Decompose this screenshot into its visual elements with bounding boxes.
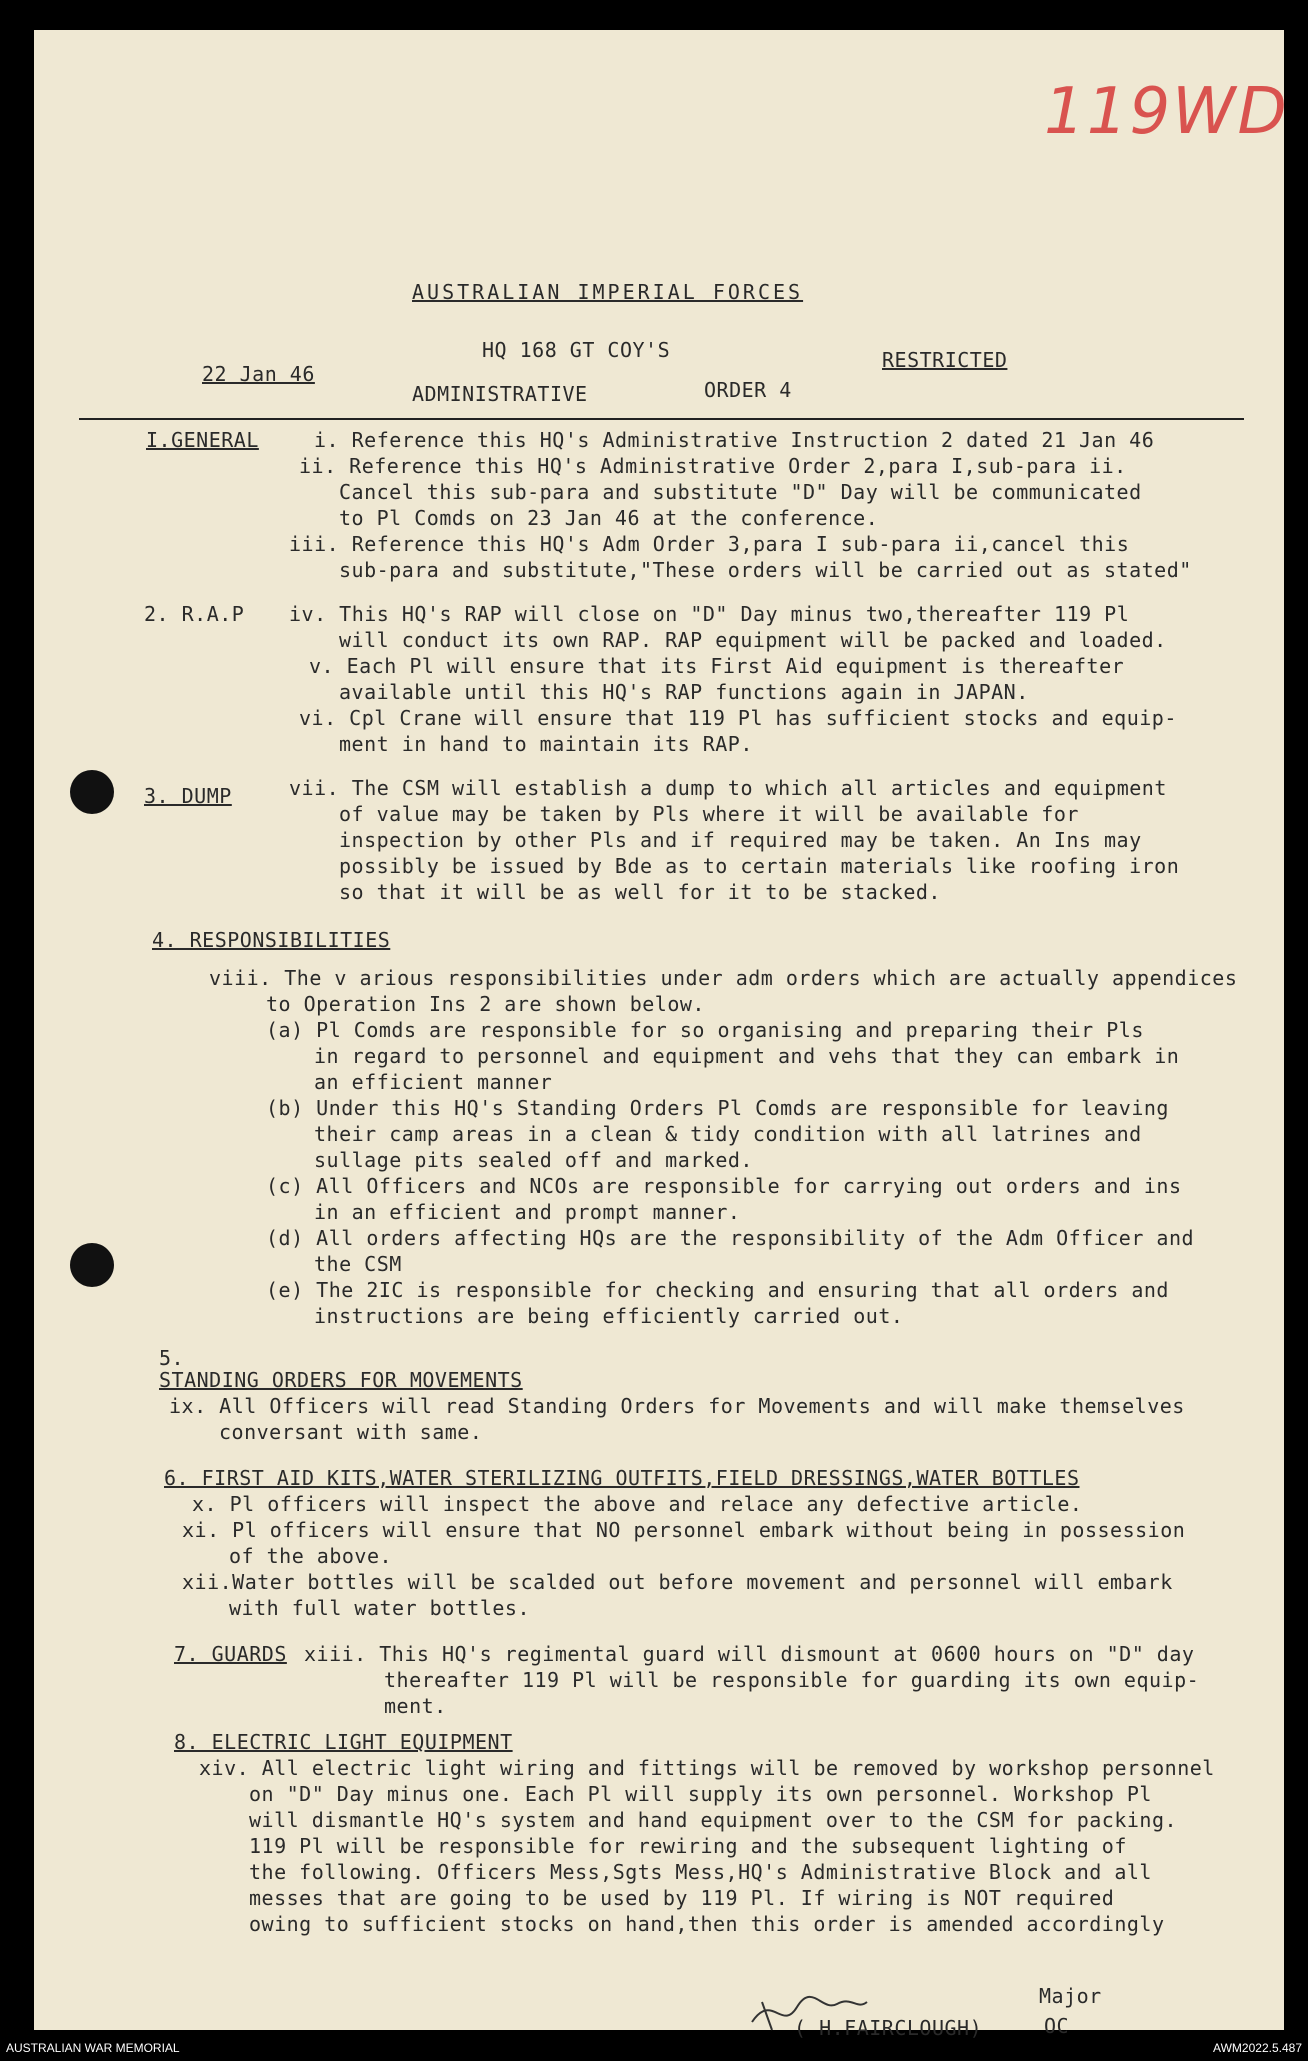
text-line: the following. Officers Mess,Sgts Mess,HQ's Administrative Block and all [249,1860,1152,1884]
text-line: on "D" Day minus one. Each Pl will supply its own personnel. Workshop Pl [249,1782,1152,1806]
hq-heading: HQ 168 GT COY'S [482,338,671,362]
document-date: 22 Jan 46 [202,362,315,386]
text-line: v. Each Pl will ensure that its First Aid equipment is thereafter [309,654,1125,678]
text-line: 5. [159,1346,185,1370]
text-line: sub-para and substitute,"These orders will be carried out as stated" [339,558,1192,582]
text-line: 6. FIRST AID KITS,WATER STERILIZING OUTFITS,FIELD DRESSINGS,WATER BOTTLES [164,1466,1080,1490]
punch-hole-top [70,770,114,814]
text-line: available until this HQ's RAP functions again in JAPAN. [339,680,1029,704]
text-line: xii.Water bottles will be scalded out before movement and personnel will embark [182,1570,1173,1594]
text-line: (a) Pl Comds are responsible for so organising and preparing their Pls [266,1018,1144,1042]
text-line: x. Pl officers will inspect the above and relace any defective article. [192,1492,1083,1516]
text-line: 119 Pl will be responsible for rewiring and the subsequent lighting of [249,1834,1127,1858]
text-line: xi. Pl officers will ensure that NO personnel embark without being in possession [182,1518,1186,1542]
text-line: vi. Cpl Crane will ensure that 119 Pl has sufficient stocks and equip- [299,706,1177,730]
text-line: in regard to personnel and equipment and vehs that they can embark in [314,1044,1180,1068]
text-line: viii. The v arious responsibilities under adm orders which are actually appendices [209,966,1238,990]
text-line: ix. All Officers will read Standing Orders for Movements and will make themselves [169,1394,1185,1418]
text-line: iv. This HQ's RAP will close on "D" Day minus two,thereafter 119 Pl [289,602,1130,626]
text-line: sullage pits sealed off and marked. [314,1148,753,1172]
text-line: thereafter 119 Pl will be responsible for guarding its own equip- [384,1668,1200,1692]
text-line: (b) Under this HQ's Standing Orders Pl Comds are responsible for leaving [266,1096,1169,1120]
text-line: the CSM [314,1252,402,1276]
org-heading: AUSTRALIAN IMPERIAL FORCES [412,280,804,304]
signatory-name: ( H.FAIRCLOUGH) [794,2016,983,2040]
text-line: in an efficient and prompt manner. [314,1200,741,1224]
text-line: 2. R.A.P [144,602,245,626]
text-line: will dismantle HQ's system and hand equipment over to the CSM for packing. [249,1808,1178,1832]
text-line: their camp areas in a clean & tidy condition with all latrines and [314,1122,1142,1146]
text-line: possibly be issued by Bde as to certain materials like roofing iron [339,854,1180,878]
text-line: i. Reference this HQ's Administrative Instruction 2 dated 21 Jan 46 [314,428,1155,452]
footer-right: AWM2022.5.487 [1213,2041,1302,2055]
text-line: (e) The 2IC is responsible for checking and ensuring that all orders and [266,1278,1169,1302]
text-line: owing to sufficient stocks on hand,then this order is amended accordingly [249,1912,1165,1936]
text-line: so that it will be as well for it to be stacked. [339,880,941,904]
text-line: messes that are going to be used by 119 Pl. If wiring is NOT required [249,1886,1115,1910]
text-line: with full water bottles. [229,1596,530,1620]
text-line: of the above. [229,1544,393,1568]
doc-type: ADMINISTRATIVE [412,382,588,406]
text-line: an efficient manner [314,1070,553,1094]
text-line: 8. ELECTRIC LIGHT EQUIPMENT [174,1730,513,1754]
text-line: STANDING ORDERS FOR MOVEMENTS [159,1368,523,1392]
text-line: (d) All orders affecting HQs are the responsibility of the Adm Officer and [266,1226,1195,1250]
document-page [34,30,1289,2040]
text-line: 7. GUARDS [174,1642,287,1666]
header-rule [79,418,1244,420]
text-line: to Pl Comds on 23 Jan 46 at the conference. [339,506,879,530]
signatory-role: OC [1044,2014,1070,2038]
text-line: (c) All Officers and NCOs are responsible for carrying out orders and ins [266,1174,1182,1198]
text-line: conversant with same. [219,1420,483,1444]
text-line: xiii. This HQ's regimental guard will dismount at 0600 hours on "D" day [304,1642,1195,1666]
text-line: ment in hand to maintain its RAP. [339,732,753,756]
text-line: to Operation Ins 2 are shown below. [266,992,705,1016]
text-line: of value may be taken by Pls where it will be available for [339,802,1079,826]
text-line: I.GENERAL [146,428,259,452]
text-line: 4. RESPONSIBILITIES [152,928,391,952]
text-line: xiv. All electric light wiring and fittings will be removed by workshop personnel [199,1756,1215,1780]
punch-hole-bottom [70,1243,114,1287]
text-line: ment. [384,1694,447,1718]
order-number: ORDER 4 [704,378,792,402]
text-line: will conduct its own RAP. RAP equipment will be packed and loaded. [339,628,1167,652]
text-line: inspection by other Pls and if required may be taken. An Ins may [339,828,1142,852]
text-line: vii. The CSM will establish a dump to which all articles and equipment [289,776,1167,800]
handwritten-annotation: 119WD [1044,75,1289,149]
footer-left: AUSTRALIAN WAR MEMORIAL [6,2041,180,2055]
text-line: instructions are being efficiently carried out. [314,1304,904,1328]
classification: RESTRICTED [882,348,1008,372]
text-line: iii. Reference this HQ's Adm Order 3,para I sub-para ii,cancel this [289,532,1130,556]
signatory-rank: Major [1039,1984,1102,2008]
text-line: ii. Reference this HQ's Administrative Order 2,para I,sub-para ii. [299,454,1127,478]
text-line: Cancel this sub-para and substitute "D" Day will be communicated [339,480,1142,504]
text-line: 3. DUMP [144,784,232,808]
